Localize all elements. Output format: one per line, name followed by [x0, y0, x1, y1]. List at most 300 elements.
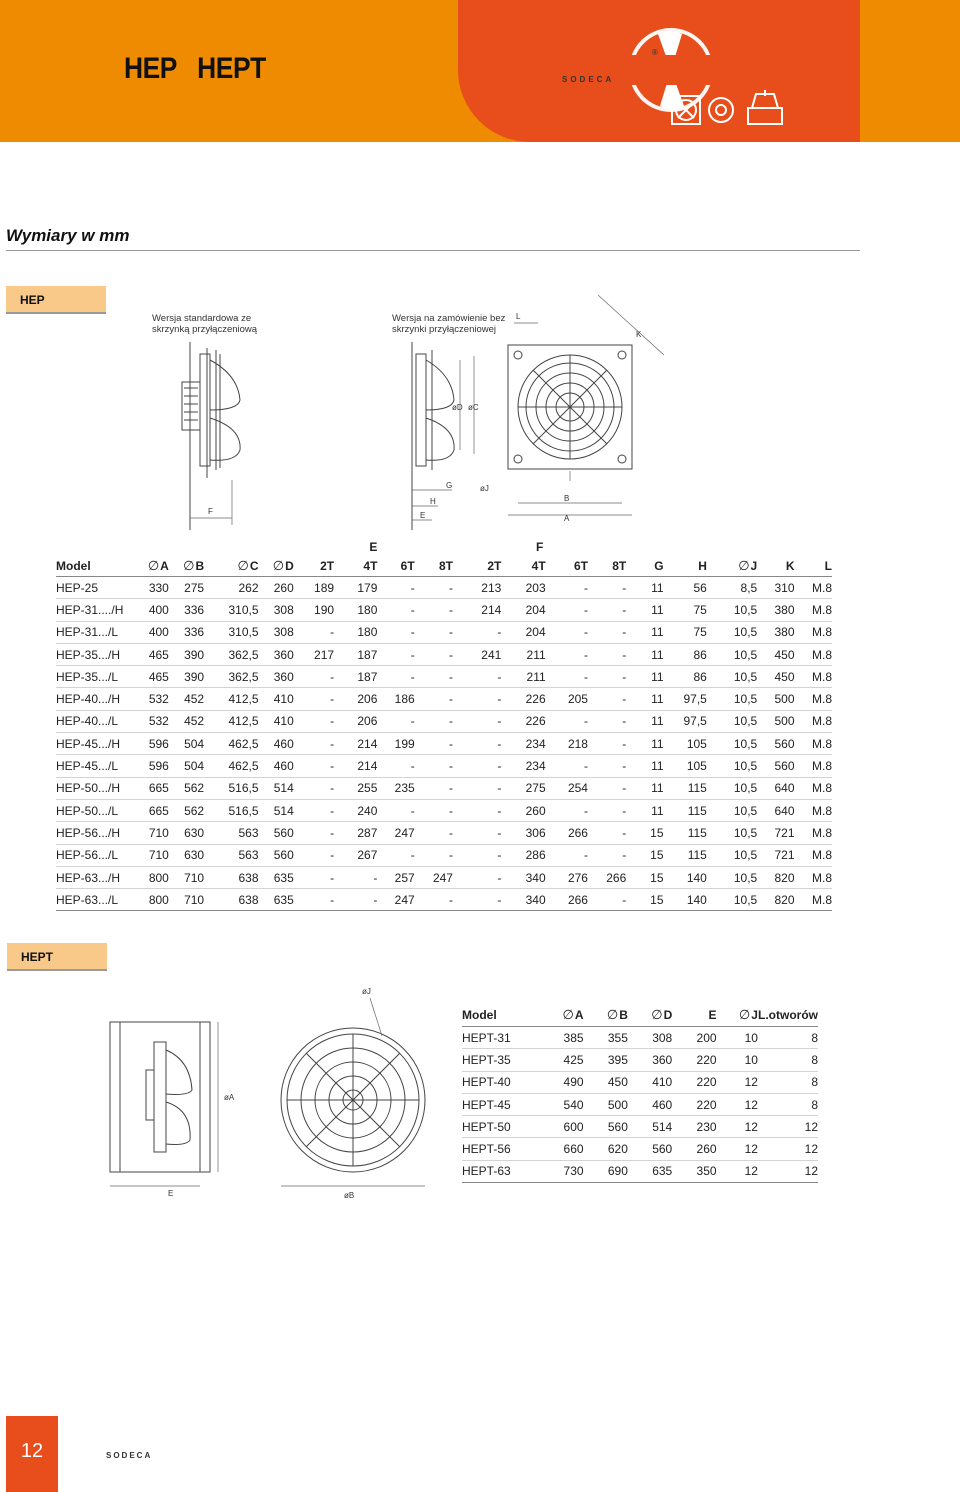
value-cell: 203 — [501, 577, 545, 599]
model-cell: HEP-56.../L — [56, 844, 129, 866]
value-cell: 230 — [672, 1116, 716, 1138]
col-e-8t: 8T — [415, 556, 453, 577]
value-cell: 516,5 — [204, 777, 258, 799]
value-cell: 600 — [539, 1116, 583, 1138]
value-cell: 105 — [664, 755, 707, 777]
table-row — [462, 1071, 818, 1093]
value-cell: 199 — [377, 733, 414, 755]
model-cell: HEPT-63 — [462, 1160, 539, 1182]
value-cell: 75 — [664, 621, 707, 643]
diameter-icon: ∅ — [562, 1007, 574, 1022]
table-row — [56, 799, 832, 821]
value-cell: 257 — [377, 866, 414, 888]
svg-text:G: G — [446, 481, 453, 490]
value-cell: 412,5 — [204, 688, 258, 710]
value-cell: - — [546, 799, 588, 821]
col-b: B — [195, 559, 205, 573]
brand-wordmark: SODECA — [562, 75, 615, 84]
value-cell: 266 — [588, 866, 626, 888]
value-cell: 721 — [757, 844, 794, 866]
value-cell: - — [377, 599, 414, 621]
value-cell: - — [453, 688, 501, 710]
value-cell: M.8 — [795, 799, 832, 821]
value-cell: - — [415, 577, 453, 599]
value-cell: 560 — [584, 1116, 628, 1138]
value-cell: - — [453, 666, 501, 688]
model-cell: HEP-35.../L — [56, 666, 129, 688]
col-k: K — [757, 556, 794, 577]
value-cell: 410 — [628, 1071, 672, 1093]
value-cell: 214 — [334, 755, 377, 777]
model-cell: HEP-25 — [56, 577, 129, 599]
value-cell: - — [415, 733, 453, 755]
col-f-8t: 8T — [588, 556, 626, 577]
value-cell: 462,5 — [204, 733, 258, 755]
value-cell: - — [294, 866, 334, 888]
value-cell: M.8 — [795, 866, 832, 888]
col-holes: L.otworów — [758, 1004, 818, 1027]
value-cell: 97,5 — [664, 710, 707, 732]
value-cell: 86 — [664, 643, 707, 665]
value-cell: - — [415, 777, 453, 799]
table-row — [56, 599, 832, 621]
col-a: A — [160, 559, 169, 573]
hept-dimensions-table — [462, 1004, 818, 1183]
value-cell: - — [294, 710, 334, 732]
value-cell: 390 — [169, 643, 204, 665]
table-row — [56, 755, 832, 777]
svg-text:®: ® — [652, 48, 658, 57]
value-cell: 11 — [626, 599, 663, 621]
value-cell: - — [546, 666, 588, 688]
hept-section-tag: HEPT — [7, 943, 107, 971]
value-cell: 360 — [259, 643, 294, 665]
table-row — [462, 1138, 818, 1160]
value-cell: 330 — [129, 577, 169, 599]
diameter-icon: ∅ — [272, 558, 285, 573]
value-cell: 12 — [717, 1160, 758, 1182]
col-j: J — [750, 559, 758, 573]
value-cell: - — [377, 710, 414, 732]
hep-section-tag: HEP — [6, 286, 106, 314]
value-cell: 105 — [664, 733, 707, 755]
table-row — [462, 1160, 818, 1182]
hep-dimensions-table — [56, 537, 832, 911]
value-cell: 410 — [259, 710, 294, 732]
value-cell: 255 — [334, 777, 377, 799]
value-cell: 266 — [546, 889, 588, 911]
table-row — [462, 1116, 818, 1138]
value-cell: 10,5 — [707, 733, 757, 755]
value-cell: 8,5 — [707, 577, 757, 599]
value-cell: - — [294, 666, 334, 688]
model-cell: HEPT-56 — [462, 1138, 539, 1160]
value-cell: - — [453, 777, 501, 799]
col-c: C — [249, 559, 259, 573]
table-row — [56, 643, 832, 665]
value-cell: 635 — [259, 866, 294, 888]
value-cell: 620 — [584, 1138, 628, 1160]
value-cell: - — [588, 599, 626, 621]
value-cell: - — [453, 866, 501, 888]
svg-text:øC: øC — [468, 403, 479, 412]
col-a: A — [574, 1008, 584, 1022]
value-cell: 12 — [758, 1160, 818, 1182]
col-b: B — [619, 1008, 628, 1022]
value-cell: 308 — [259, 621, 294, 643]
value-cell: 75 — [664, 599, 707, 621]
table-row — [56, 844, 832, 866]
value-cell: 10 — [717, 1027, 758, 1049]
value-cell: 8 — [758, 1093, 818, 1115]
value-cell: 452 — [169, 710, 204, 732]
value-cell: 385 — [539, 1027, 583, 1049]
value-cell: - — [588, 688, 626, 710]
value-cell: 596 — [129, 755, 169, 777]
value-cell: 355 — [584, 1027, 628, 1049]
model-cell: HEP-63.../L — [56, 889, 129, 911]
svg-text:øA: øA — [224, 1093, 235, 1102]
value-cell: - — [294, 621, 334, 643]
value-cell: 504 — [169, 755, 204, 777]
value-cell: 452 — [169, 688, 204, 710]
value-cell: 820 — [757, 889, 794, 911]
value-cell: 800 — [129, 866, 169, 888]
value-cell: 11 — [626, 643, 663, 665]
value-cell: 11 — [626, 733, 663, 755]
value-cell: 460 — [628, 1093, 672, 1115]
table-row — [56, 688, 832, 710]
value-cell: 204 — [501, 599, 545, 621]
value-cell: 500 — [757, 688, 794, 710]
value-cell: 10,5 — [707, 710, 757, 732]
value-cell: 560 — [628, 1138, 672, 1160]
value-cell: 286 — [501, 844, 545, 866]
value-cell: - — [453, 621, 501, 643]
value-cell: - — [588, 666, 626, 688]
value-cell: - — [294, 822, 334, 844]
value-cell: 214 — [334, 733, 377, 755]
value-cell: 11 — [626, 799, 663, 821]
value-cell: - — [415, 688, 453, 710]
col-e-4t: 4T — [334, 556, 377, 577]
value-cell: 635 — [259, 889, 294, 911]
table-header-row — [56, 556, 832, 577]
col-j: J — [751, 1008, 758, 1022]
value-cell: 450 — [757, 643, 794, 665]
value-cell: 562 — [169, 777, 204, 799]
value-cell: - — [334, 866, 377, 888]
table-row — [56, 889, 832, 911]
col-h: H — [664, 556, 707, 577]
value-cell: 560 — [259, 844, 294, 866]
value-cell: 262 — [204, 577, 258, 599]
value-cell: - — [294, 777, 334, 799]
value-cell: 11 — [626, 755, 663, 777]
value-cell: 247 — [415, 866, 453, 888]
value-cell: 10,5 — [707, 643, 757, 665]
value-cell: 563 — [204, 844, 258, 866]
value-cell: 115 — [664, 799, 707, 821]
value-cell: - — [588, 733, 626, 755]
value-cell: 211 — [501, 643, 545, 665]
table-row — [56, 666, 832, 688]
value-cell: - — [377, 844, 414, 866]
value-cell: 306 — [501, 822, 545, 844]
value-cell: M.8 — [795, 844, 832, 866]
value-cell: - — [588, 755, 626, 777]
value-cell: 206 — [334, 688, 377, 710]
model-cell: HEP-45.../H — [56, 733, 129, 755]
model-cell: HEP-45.../L — [56, 755, 129, 777]
model-cell: HEPT-40 — [462, 1071, 539, 1093]
value-cell: 11 — [626, 666, 663, 688]
value-cell: 187 — [334, 666, 377, 688]
value-cell: 820 — [757, 866, 794, 888]
value-cell: - — [588, 710, 626, 732]
model-cell: HEP-63.../H — [56, 866, 129, 888]
value-cell: 635 — [628, 1160, 672, 1182]
value-cell: - — [453, 733, 501, 755]
value-cell: 10 — [717, 1049, 758, 1071]
value-cell: 350 — [672, 1160, 716, 1182]
value-cell: 12 — [717, 1138, 758, 1160]
value-cell: 190 — [294, 599, 334, 621]
value-cell: - — [294, 844, 334, 866]
diameter-icon: ∅ — [183, 558, 195, 573]
value-cell: M.8 — [795, 755, 832, 777]
col-e-2t: 2T — [294, 556, 334, 577]
model-cell: HEPT-50 — [462, 1116, 539, 1138]
value-cell: 260 — [501, 799, 545, 821]
value-cell: 450 — [757, 666, 794, 688]
value-cell: M.8 — [795, 889, 832, 911]
value-cell: 12 — [717, 1116, 758, 1138]
value-cell: 241 — [453, 643, 501, 665]
value-cell: - — [415, 621, 453, 643]
value-cell: M.8 — [795, 688, 832, 710]
value-cell: 179 — [334, 577, 377, 599]
hep-side-view-drawing — [160, 330, 300, 535]
value-cell: - — [588, 621, 626, 643]
value-cell: 514 — [259, 777, 294, 799]
value-cell: 596 — [129, 733, 169, 755]
value-cell: 15 — [626, 889, 663, 911]
value-cell: - — [415, 755, 453, 777]
value-cell: 514 — [628, 1116, 672, 1138]
value-cell: 8 — [758, 1049, 818, 1071]
value-cell: - — [588, 643, 626, 665]
value-cell: - — [334, 889, 377, 911]
value-cell: 213 — [453, 577, 501, 599]
model-cell: HEPT-35 — [462, 1049, 539, 1071]
value-cell: 12 — [717, 1071, 758, 1093]
value-cell: - — [294, 733, 334, 755]
value-cell: 425 — [539, 1049, 583, 1071]
value-cell: 340 — [501, 866, 545, 888]
value-cell: - — [415, 599, 453, 621]
value-cell: - — [546, 577, 588, 599]
table-row — [56, 822, 832, 844]
value-cell: 516,5 — [204, 799, 258, 821]
table-row — [56, 710, 832, 732]
value-cell: 800 — [129, 889, 169, 911]
value-cell: - — [546, 621, 588, 643]
value-cell: - — [415, 710, 453, 732]
value-cell: 563 — [204, 822, 258, 844]
diameter-icon: ∅ — [651, 1007, 663, 1022]
value-cell: M.8 — [795, 822, 832, 844]
value-cell: 10,5 — [707, 889, 757, 911]
value-cell: 234 — [501, 755, 545, 777]
model-cell: HEPT-45 — [462, 1093, 539, 1115]
value-cell: 665 — [129, 799, 169, 821]
value-cell: 10,5 — [707, 822, 757, 844]
value-cell: 267 — [334, 844, 377, 866]
footer-sodeca-logo — [106, 1438, 246, 1462]
value-cell: 532 — [129, 688, 169, 710]
value-cell: 560 — [757, 755, 794, 777]
value-cell: 266 — [546, 822, 588, 844]
caption-standard-version: Wersja standardowa ze skrzynką przyłączeniową — [152, 313, 258, 335]
value-cell: 500 — [584, 1093, 628, 1115]
value-cell: 15 — [626, 822, 663, 844]
value-cell: 730 — [539, 1160, 583, 1182]
value-cell: 465 — [129, 643, 169, 665]
value-cell: 11 — [626, 577, 663, 599]
value-cell: 140 — [664, 866, 707, 888]
value-cell: 189 — [294, 577, 334, 599]
value-cell: 630 — [169, 844, 204, 866]
value-cell: 10,5 — [707, 866, 757, 888]
value-cell: 380 — [757, 621, 794, 643]
value-cell: 115 — [664, 822, 707, 844]
value-cell: 412,5 — [204, 710, 258, 732]
value-cell: 310 — [757, 577, 794, 599]
value-cell: 360 — [628, 1049, 672, 1071]
value-cell: 187 — [334, 643, 377, 665]
value-cell: - — [377, 755, 414, 777]
value-cell: M.8 — [795, 577, 832, 599]
svg-text:øD: øD — [452, 403, 463, 412]
value-cell: 180 — [334, 599, 377, 621]
document-title: HEP HEPT — [124, 52, 266, 85]
value-cell: 8 — [758, 1071, 818, 1093]
col-d: D — [285, 559, 294, 573]
group-header-e: E — [369, 539, 378, 554]
value-cell: 665 — [129, 777, 169, 799]
model-cell: HEP-40.../H — [56, 688, 129, 710]
svg-text:L: L — [516, 312, 521, 321]
value-cell: 340 — [501, 889, 545, 911]
model-cell: HEP-50.../L — [56, 799, 129, 821]
value-cell: - — [294, 889, 334, 911]
value-cell: - — [546, 844, 588, 866]
col-f-6t: 6T — [546, 556, 588, 577]
value-cell: 336 — [169, 621, 204, 643]
value-cell: 15 — [626, 866, 663, 888]
value-cell: 220 — [672, 1071, 716, 1093]
caption-optional-version: Wersja na zamówienie bez skrzynki przyłączeniowej — [392, 313, 506, 335]
value-cell: - — [546, 710, 588, 732]
value-cell: 560 — [259, 822, 294, 844]
value-cell: 410 — [259, 688, 294, 710]
svg-text:E: E — [168, 1189, 174, 1198]
value-cell: 490 — [539, 1071, 583, 1093]
value-cell: 12 — [758, 1138, 818, 1160]
value-cell: 462,5 — [204, 755, 258, 777]
value-cell: 690 — [584, 1160, 628, 1182]
value-cell: - — [453, 889, 501, 911]
svg-text:SODECA: SODECA — [106, 1451, 153, 1460]
value-cell: 540 — [539, 1093, 583, 1115]
table-row — [462, 1093, 818, 1115]
value-cell: 275 — [169, 577, 204, 599]
value-cell: 450 — [584, 1071, 628, 1093]
value-cell: - — [294, 799, 334, 821]
value-cell: 10,5 — [707, 777, 757, 799]
value-cell: 362,5 — [204, 643, 258, 665]
table-row — [56, 621, 832, 643]
value-cell: 310,5 — [204, 621, 258, 643]
value-cell: 276 — [546, 866, 588, 888]
value-cell: 234 — [501, 733, 545, 755]
value-cell: 240 — [334, 799, 377, 821]
col-l: L — [795, 556, 832, 577]
value-cell: - — [377, 799, 414, 821]
value-cell: - — [453, 844, 501, 866]
value-cell: 562 — [169, 799, 204, 821]
value-cell: 638 — [204, 889, 258, 911]
value-cell: M.8 — [795, 710, 832, 732]
value-cell: 465 — [129, 666, 169, 688]
svg-text:øJ: øJ — [480, 484, 489, 493]
value-cell: 11 — [626, 710, 663, 732]
table-row — [56, 577, 832, 599]
value-cell: 640 — [757, 799, 794, 821]
value-cell: 336 — [169, 599, 204, 621]
value-cell: 247 — [377, 889, 414, 911]
value-cell: - — [377, 643, 414, 665]
value-cell: 218 — [546, 733, 588, 755]
value-cell: 380 — [757, 599, 794, 621]
value-cell: 115 — [664, 777, 707, 799]
value-cell: 400 — [129, 621, 169, 643]
value-cell: 217 — [294, 643, 334, 665]
section-heading: Wymiary w mm — [6, 226, 130, 245]
value-cell: 226 — [501, 688, 545, 710]
value-cell: - — [415, 844, 453, 866]
page-number-badge: 12 — [6, 1416, 58, 1492]
value-cell: 56 — [664, 577, 707, 599]
col-model: Model — [56, 556, 129, 577]
value-cell: 11 — [626, 688, 663, 710]
value-cell: 97,5 — [664, 688, 707, 710]
value-cell: 308 — [259, 599, 294, 621]
value-cell: 710 — [169, 866, 204, 888]
value-cell: M.8 — [795, 621, 832, 643]
value-cell: 235 — [377, 777, 414, 799]
value-cell: 200 — [672, 1027, 716, 1049]
value-cell: 214 — [453, 599, 501, 621]
value-cell: 254 — [546, 777, 588, 799]
brand-logo-panel — [458, 0, 860, 142]
value-cell: - — [588, 822, 626, 844]
value-cell: 287 — [334, 822, 377, 844]
value-cell: 360 — [259, 666, 294, 688]
value-cell: 721 — [757, 822, 794, 844]
value-cell: 10,5 — [707, 844, 757, 866]
